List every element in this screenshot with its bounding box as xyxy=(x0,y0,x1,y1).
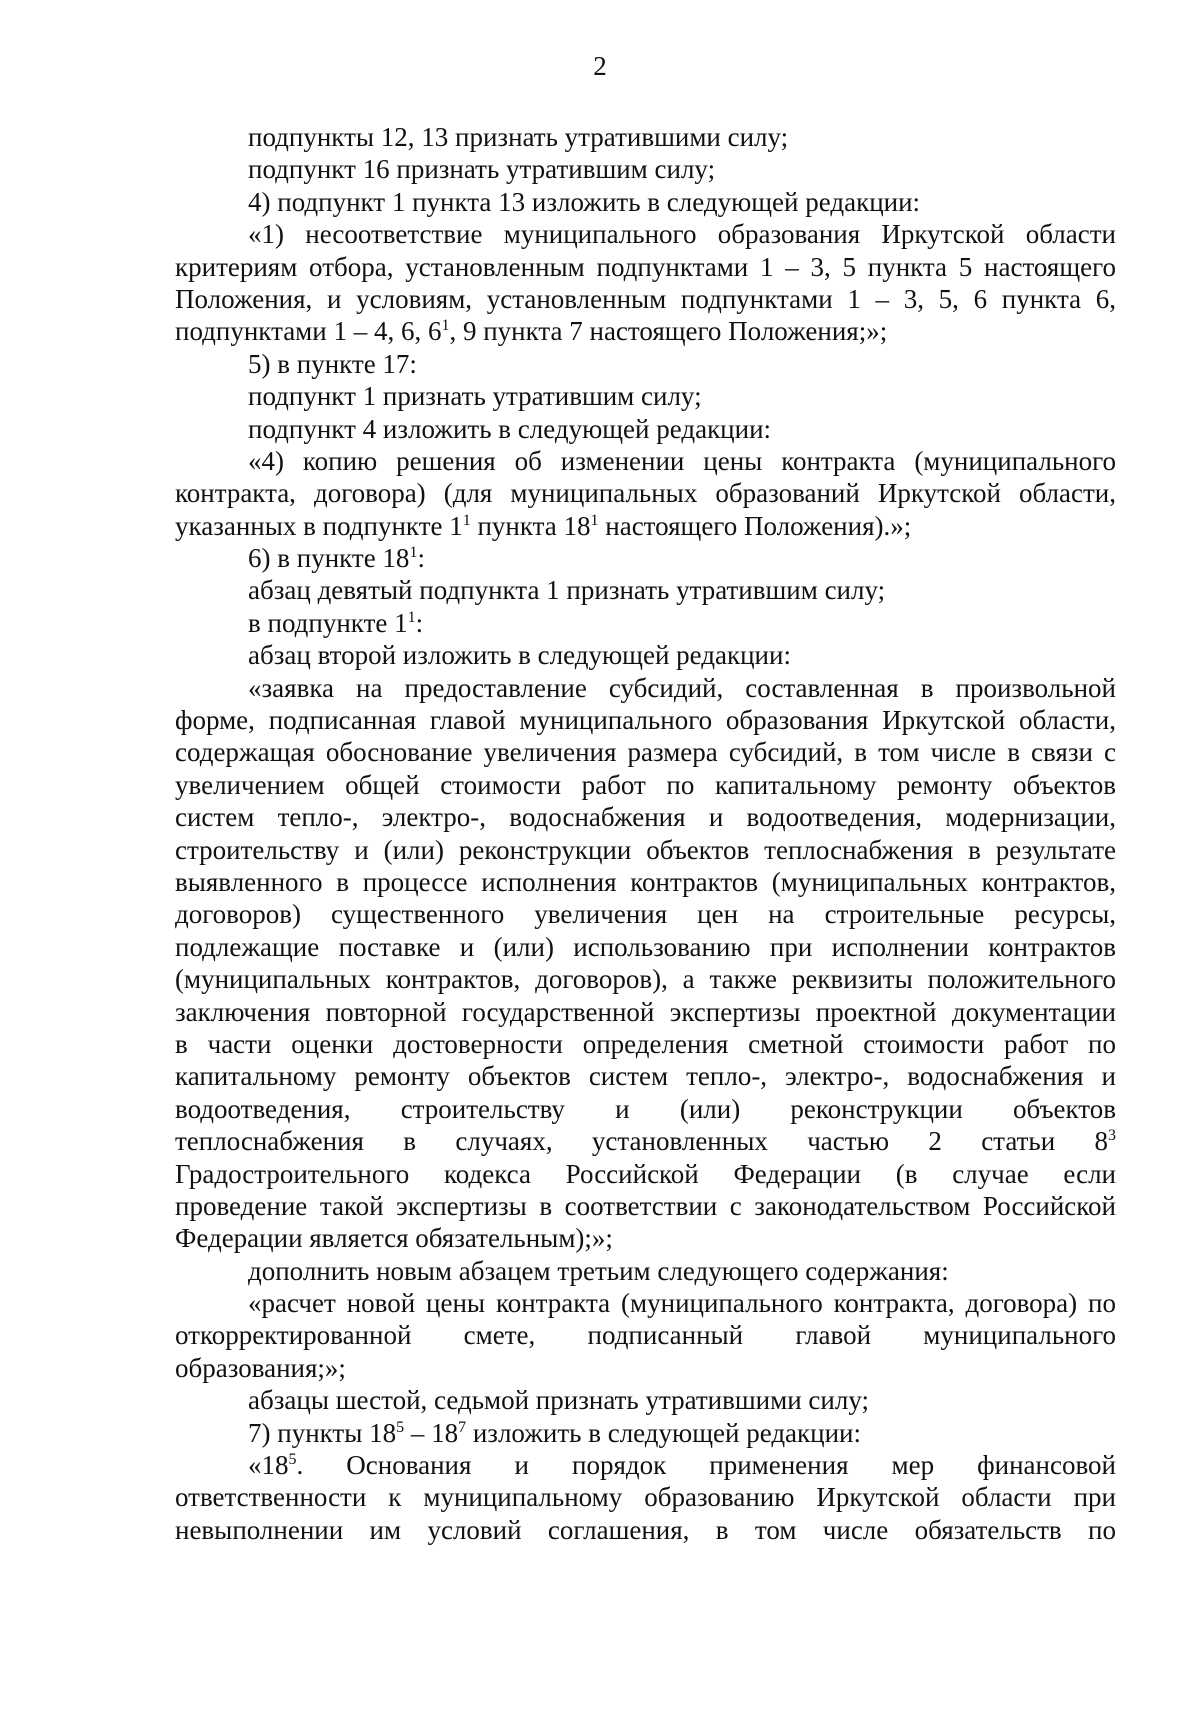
text-run: содержащая обоснование увеличения размера субсидий, в том числе в связи с xyxy=(175,737,1116,768)
text-line xyxy=(175,607,1116,639)
text-run: капитальному ремонту объектов систем тепло-, электро-, водоснабжения и xyxy=(175,1061,1116,1092)
text-line xyxy=(175,1417,1116,1449)
text-line xyxy=(175,477,1116,509)
text-run: настоящего Положения).»; xyxy=(598,510,912,541)
text-run: в подпункте 1 xyxy=(248,607,408,638)
text-run: откорректированной смете, подписанный главой муниципального xyxy=(175,1320,1116,1351)
page-number: 2 xyxy=(593,51,607,81)
text-run: ответственности к муниципальному образованию Иркутской области при xyxy=(175,1482,1116,1513)
text-run: подлежащие поставке и (или) использованию при исполнении контрактов xyxy=(175,931,1116,962)
superscript: 1 xyxy=(462,511,471,529)
text-run: договоров) существенного увеличения цен на строительные ресурсы, xyxy=(175,899,1116,930)
text-line xyxy=(175,769,1116,801)
superscript: 1 xyxy=(409,544,418,562)
text-line xyxy=(175,1319,1116,1351)
text-run: абзац девятый подпункта 1 признать утратившим силу; xyxy=(248,575,886,606)
text-run: Положения, и условиям, установленным подпунктами 1 – 3, 5, 6 пункта 6, xyxy=(175,283,1116,314)
text-line xyxy=(175,251,1116,283)
text-run: в части оценки достоверности определения сметной стоимости работ по xyxy=(175,1028,1116,1059)
text-line xyxy=(175,1093,1116,1125)
text-run: дополнить новым абзацем третьим следующего содержания: xyxy=(248,1255,949,1286)
text-line xyxy=(175,801,1116,833)
text-line xyxy=(175,218,1116,250)
text-run: – 18 xyxy=(404,1417,459,1448)
superscript: 7 xyxy=(458,1418,467,1436)
text-run: , 9 пункта 7 настоящего Положения;»; xyxy=(449,316,888,347)
superscript: 5 xyxy=(288,1451,297,1469)
text-line xyxy=(175,380,1116,412)
text-run: 7) пункты 18 xyxy=(248,1417,397,1448)
text-run: (муниципальных контрактов, договоров), а также реквизиты положительного xyxy=(175,964,1116,995)
superscript: 1 xyxy=(590,511,599,529)
text-line xyxy=(175,283,1116,315)
text-line xyxy=(175,1514,1116,1546)
text-run: указанных в подпункте 1 xyxy=(175,510,463,541)
text-run: Градостроительного кодекса Российской Федерации (в случае если xyxy=(175,1158,1116,1189)
text-line xyxy=(175,834,1116,866)
text-line xyxy=(175,1352,1116,1384)
text-run: : xyxy=(417,543,425,574)
text-line xyxy=(175,1384,1116,1416)
text-line xyxy=(175,445,1116,477)
text-run: абзацы шестой, седьмой признать утратившими силу; xyxy=(248,1385,869,1416)
text-run: форме, подписанная главой муниципального образования Иркутской области, xyxy=(175,705,1116,736)
text-line xyxy=(175,121,1116,153)
text-line xyxy=(175,704,1116,736)
text-run: подпунктами 1 – 4, 6, 6 xyxy=(175,316,442,347)
text-run: 5) в пункте 17: xyxy=(248,348,417,379)
text-line xyxy=(175,996,1116,1028)
text-line xyxy=(175,931,1116,963)
superscript: 1 xyxy=(441,317,450,335)
text-run: подпункты 12, 13 признать утратившими силу; xyxy=(248,122,789,152)
text-run: образования;»; xyxy=(175,1352,346,1383)
document-body xyxy=(175,121,1116,1546)
text-run: . Основания и порядок применения мер финансовой xyxy=(296,1450,1116,1481)
text-line xyxy=(175,315,1116,347)
text-line xyxy=(175,574,1116,606)
text-run: : xyxy=(415,607,424,638)
text-line xyxy=(175,413,1116,445)
text-line xyxy=(175,1158,1116,1190)
text-line xyxy=(175,510,1116,542)
text-line xyxy=(175,1449,1116,1481)
text-run: 6) в пункте 18 xyxy=(248,543,410,574)
text-line xyxy=(175,153,1116,185)
superscript: 5 xyxy=(396,1418,405,1436)
text-run: заключения повторной государственной экспертизы проектной документации xyxy=(175,996,1116,1027)
text-run: подпункт 16 признать утратившим силу; xyxy=(248,154,716,185)
text-run: теплоснабжения в случаях, установленных частью 2 статьи 8 xyxy=(175,1126,1108,1157)
text-line xyxy=(175,1190,1116,1222)
text-run: увеличением общей стоимости работ по капитальному ремонту объектов xyxy=(175,769,1116,800)
text-run: «18 xyxy=(248,1450,289,1481)
text-run: водоотведения, строительству и (или) реконструкции объектов xyxy=(175,1093,1116,1124)
text-run: «расчет новой цены контракта (муниципального контракта, договора) по xyxy=(248,1288,1116,1319)
text-line xyxy=(175,1222,1116,1254)
text-run: абзац второй изложить в следующей редакции: xyxy=(248,640,791,671)
text-run: пункта 18 xyxy=(470,510,591,541)
text-run: строительству и (или) реконструкции объектов теплоснабжения в результате xyxy=(175,834,1116,865)
text-run: «1) несоответствие муниципального образования Иркутской области xyxy=(248,219,1116,250)
text-run: «4) копию решения об изменении цены контракта (муниципального xyxy=(248,445,1116,476)
text-line xyxy=(175,348,1116,380)
text-line xyxy=(175,1255,1116,1287)
text-line xyxy=(175,672,1116,704)
text-line xyxy=(175,866,1116,898)
text-line xyxy=(175,1028,1116,1060)
text-run: систем тепло-, электро-, водоснабжения и водоотведения, модернизации, xyxy=(175,802,1116,833)
text-line xyxy=(175,542,1116,574)
superscript: 1 xyxy=(407,608,416,626)
text-run: критериям отбора, установленным подпунктами 1 – 3, 5 пункта 5 настоящего xyxy=(175,251,1116,282)
text-run: подпункт 4 изложить в следующей редакции: xyxy=(248,413,772,444)
text-line xyxy=(175,1060,1116,1092)
text-run: подпункт 1 признать утратившим силу; xyxy=(248,381,702,412)
text-run: невыполнении им условий соглашения, в том числе обязательств по xyxy=(175,1514,1116,1545)
text-run: выявленного в процессе исполнения контрактов (муниципальных контрактов, xyxy=(175,866,1116,897)
text-run: Федерации является обязательным);»; xyxy=(175,1223,613,1254)
text-line xyxy=(175,1287,1116,1319)
text-line xyxy=(175,736,1116,768)
text-line xyxy=(175,1125,1116,1157)
text-run: контракта, договора) (для муниципальных образований Иркутской области, xyxy=(175,478,1116,509)
text-line xyxy=(175,963,1116,995)
superscript: 3 xyxy=(1108,1127,1116,1145)
text-run: «заявка на предоставление субсидий, составленная в произвольной xyxy=(248,672,1116,703)
text-line xyxy=(175,898,1116,930)
text-run: изложить в следующей редакции: xyxy=(466,1417,862,1448)
text-run: 4) подпункт 1 пункта 13 изложить в следующей редакции: xyxy=(248,186,921,217)
text-run: проведение такой экспертизы в соответствии с законодательством Российской xyxy=(175,1190,1116,1221)
text-line xyxy=(175,1481,1116,1513)
text-line xyxy=(175,639,1116,671)
text-line xyxy=(175,186,1116,218)
